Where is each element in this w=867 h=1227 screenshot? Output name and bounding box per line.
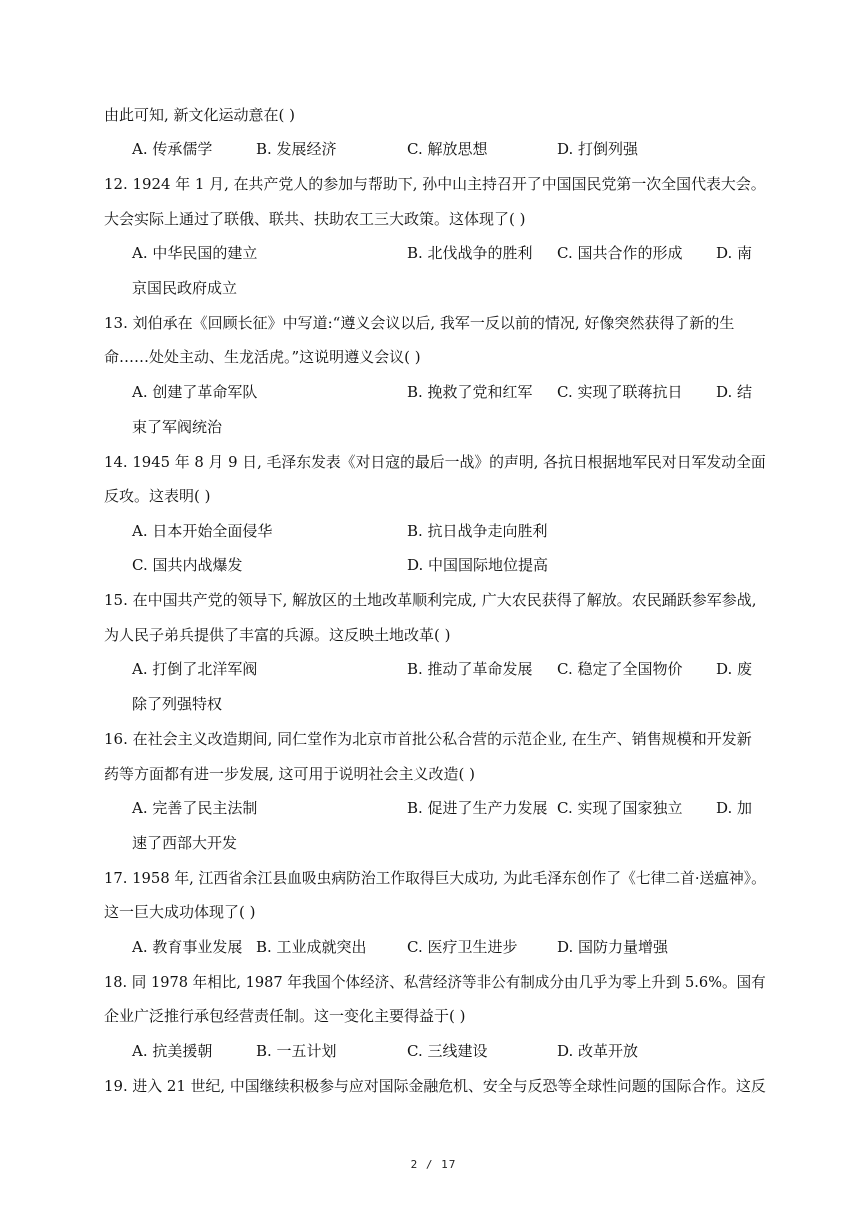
q13-option-d-continued: 束了军阀统治 bbox=[132, 418, 223, 436]
q16-option-c: C. 实现了国家独立 bbox=[557, 799, 683, 817]
q16-option-b: B. 促进了生产力发展 bbox=[407, 799, 548, 817]
q13-option-b: B. 挽救了党和红军 bbox=[407, 383, 533, 401]
page-number: 2 / 17 bbox=[410, 1158, 457, 1171]
q12-option-a: A. 中华民国的建立 bbox=[132, 244, 258, 262]
q18-option-b: B. 一五计划 bbox=[256, 1042, 337, 1060]
q17-option-b: B. 工业成就突出 bbox=[256, 938, 367, 956]
q11-option-c: C. 解放思想 bbox=[407, 140, 488, 158]
q12-option-d: D. 南 bbox=[716, 244, 753, 262]
q15-option-b: B. 推动了革命发展 bbox=[407, 660, 533, 678]
q17-option-a: A. 教育事业发展 bbox=[132, 938, 243, 956]
q18-option-a: A. 抗美援朝 bbox=[132, 1042, 213, 1060]
question-16-line-1: 16. 在社会主义改造期间, 同仁堂作为北京市首批公私合营的示范企业, 在生产、销售规模和开发新 bbox=[104, 730, 752, 748]
question-15-line-2: 为人民子弟兵提供了丰富的兵源。这反映土地改革( ) bbox=[104, 626, 451, 644]
question-16-line-2: 药等方面都有进一步发展, 这可用于说明社会主义改造( ) bbox=[104, 765, 476, 783]
q11-option-d: D. 打倒列强 bbox=[557, 140, 639, 158]
question-18-line-2: 企业广泛推行承包经营责任制。这一变化主要得益于( ) bbox=[104, 1007, 466, 1025]
q15-option-d-continued: 除了列强特权 bbox=[132, 695, 223, 713]
q13-option-c: C. 实现了联蒋抗日 bbox=[557, 383, 683, 401]
question-11-stem-end: 由此可知, 新文化运动意在( ) bbox=[104, 106, 296, 124]
q16-option-a: A. 完善了民主法制 bbox=[132, 799, 258, 817]
q14-option-c: C. 国共内战爆发 bbox=[132, 556, 243, 574]
q18-option-c: C. 三线建设 bbox=[407, 1042, 488, 1060]
question-13-line-1: 13. 刘伯承在《回顾长征》中写道:“遵义会议以后, 我军一反以前的情况, 好像突然获得了新的生 bbox=[104, 314, 735, 332]
question-18-line-1: 18. 同 1978 年相比, 1987 年我国个体经济、私营经济等非公有制成分由几乎为零上升到 5.6%。国有 bbox=[104, 973, 766, 991]
question-13-line-2: 命……处处主动、生龙活虎。”这说明遵义会议( ) bbox=[104, 348, 421, 366]
question-14-line-1: 14. 1945 年 8 月 9 日, 毛泽东发表《对日寇的最后一战》的声明, 各抗日根据地军民对日军发动全面 bbox=[104, 453, 766, 471]
q15-option-c: C. 稳定了全国物价 bbox=[557, 660, 683, 678]
q11-option-b: B. 发展经济 bbox=[256, 140, 337, 158]
question-15-line-1: 15. 在中国共产党的领导下, 解放区的土地改革顺利完成, 广大农民获得了解放。农民踊跃参军参战, bbox=[104, 591, 757, 609]
q14-option-a: A. 日本开始全面侵华 bbox=[132, 522, 273, 540]
q15-option-a: A. 打倒了北洋军阀 bbox=[132, 660, 258, 678]
q12-option-c: C. 国共合作的形成 bbox=[557, 244, 683, 262]
q17-option-d: D. 国防力量增强 bbox=[557, 938, 669, 956]
question-12-line-2: 大会实际上通过了联俄、联共、扶助农工三大政策。这体现了( ) bbox=[104, 210, 526, 228]
q16-option-d: D. 加 bbox=[716, 799, 753, 817]
q15-option-d: D. 废 bbox=[716, 660, 753, 678]
question-17-line-2: 这一巨大成功体现了( ) bbox=[104, 903, 256, 921]
q13-option-a: A. 创建了革命军队 bbox=[132, 383, 258, 401]
question-12-line-1: 12. 1924 年 1 月, 在共产党人的参加与帮助下, 孙中山主持召开了中国国民党第一次全国代表大会。 bbox=[104, 175, 766, 193]
q13-option-d: D. 结 bbox=[716, 383, 753, 401]
q16-option-d-continued: 速了西部大开发 bbox=[132, 834, 238, 852]
q18-option-d: D. 改革开放 bbox=[557, 1042, 639, 1060]
q12-option-d-continued: 京国民政府成立 bbox=[132, 279, 238, 297]
q17-option-c: C. 医疗卫生进步 bbox=[407, 938, 518, 956]
question-14-line-2: 反攻。这表明( ) bbox=[104, 487, 211, 505]
q11-option-a: A. 传承儒学 bbox=[132, 140, 213, 158]
q12-option-b: B. 北伐战争的胜利 bbox=[407, 244, 533, 262]
question-17-line-1: 17. 1958 年, 江西省余江县血吸虫病防治工作取得巨大成功, 为此毛泽东创作了《七律二首·送瘟神》。 bbox=[104, 869, 766, 887]
question-19-line-1: 19. 进入 21 世纪, 中国继续积极参与应对国际金融危机、安全与反恐等全球性问题的国际合作。这反 bbox=[104, 1077, 766, 1095]
q14-option-b: B. 抗日战争走向胜利 bbox=[407, 522, 548, 540]
q14-option-d: D. 中国国际地位提高 bbox=[407, 556, 549, 574]
